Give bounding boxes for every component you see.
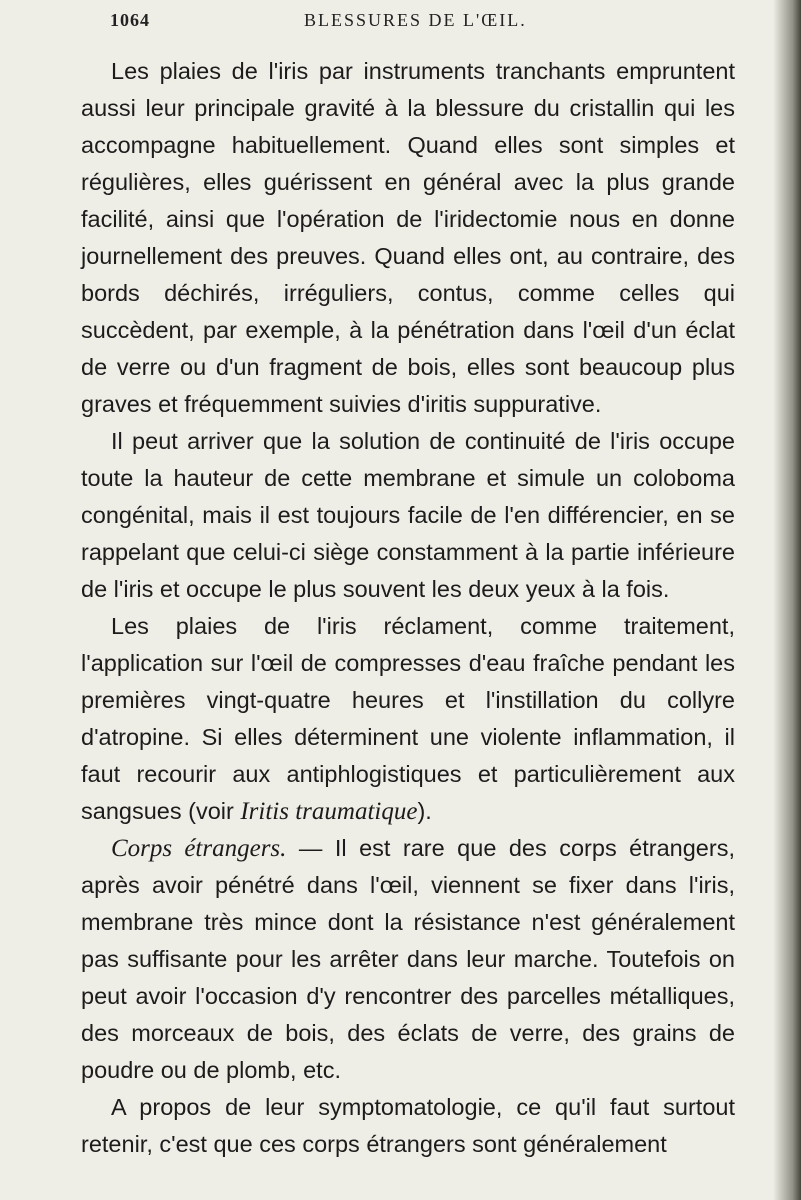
cross-reference: Iritis traumatique bbox=[240, 798, 418, 825]
paragraph bbox=[81, 830, 735, 1089]
page-number: 1064 bbox=[110, 10, 150, 30]
page-edge-shadow bbox=[773, 0, 801, 1200]
running-title: BLESSURES DE L'ŒIL. bbox=[304, 10, 527, 30]
section-heading: Corps étrangers. bbox=[111, 835, 287, 862]
paragraph bbox=[81, 1089, 735, 1163]
paragraph bbox=[81, 423, 735, 608]
running-head bbox=[110, 10, 670, 36]
paragraph-text: ). bbox=[417, 798, 432, 824]
paragraph-text: Les plaies de l'iris réclament, comme traitement, l'application sur l'œil de compresses d'eau fraîche pendant les premières vingt-quatre heures et l'instillation du collyre d'atropine. Si elles déterminent une violente inflammation, il faut recourir aux antiphlogistiques et particulièrement aux sangsues (voir bbox=[81, 613, 735, 824]
paragraph-text: Il peut arriver que la solution de continuité de l'iris occupe toute la hauteur de cette membrane et simule un coloboma congénital, mais il est toujours facile de l'en différencier, en se rappelant que celui-ci siège constamment à la partie inférieure de l'iris et occupe le plus souvent les deux yeux à la fois. bbox=[81, 428, 735, 602]
paragraph-text: — Il est rare que des corps étrangers, après avoir pénétré dans l'œil, viennent se fixer dans l'iris, membrane très mince dont la résistance n'est généralement pas suffisante pour les arrêter dans leur marche. Toutefois on peut avoir l'occasion d'y rencontrer des parcelles métalliques, des morceaux de bois, des éclats de verre, des grains de poudre ou de plomb, etc. bbox=[81, 835, 735, 1083]
paragraph-text: Les plaies de l'iris par instruments tranchants empruntent aussi leur principale gravité à la blessure du cristallin qui les accompagne habituellement. Quand elles sont simples et régulières, elles guérissent en général avec la plus grande facilité, ainsi que l'opération de l'iridectomie nous en donne journellement des preuves. Quand elles ont, au contraire, des bords déchirés, irréguliers, contus, comme celles qui succèdent, par exemple, à la pénétration dans l'œil d'un éclat de verre ou d'un fragment de bois, elles sont beaucoup plus graves et fréquemment suivies d'iritis suppurative. bbox=[81, 58, 735, 417]
paragraph bbox=[81, 608, 735, 830]
paragraph bbox=[81, 53, 735, 423]
paragraph-text: A propos de leur symptomatologie, ce qu'il faut surtout retenir, c'est que ces corps étrangers sont généralement bbox=[81, 1094, 735, 1157]
body-text bbox=[81, 53, 735, 1163]
